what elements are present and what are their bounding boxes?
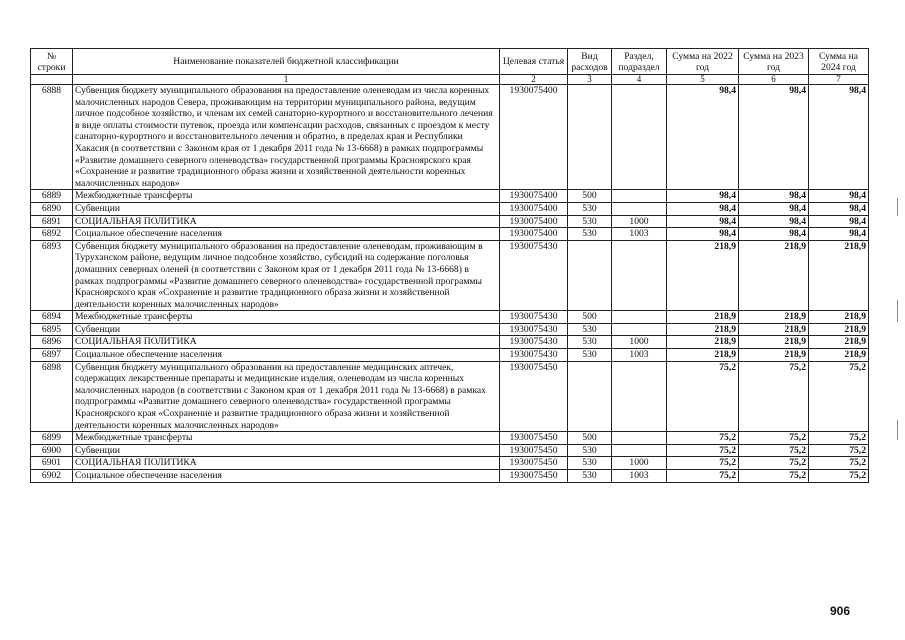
sum-2024: 75,2 [809, 432, 869, 445]
target-article: 1930075400 [500, 215, 568, 228]
table-row [31, 470, 869, 483]
sum-2024: 75,2 [809, 457, 869, 470]
sum-2023: 98,4 [739, 202, 809, 215]
table-row [31, 457, 869, 470]
sum-2022: 98,4 [667, 85, 739, 190]
scan-edge-mark [897, 300, 898, 322]
row-number: 6901 [31, 457, 73, 470]
sum-2022: 218,9 [667, 349, 739, 362]
sum-2024: 75,2 [809, 444, 869, 457]
sum-2022: 98,4 [667, 228, 739, 241]
table-row [31, 215, 869, 228]
sum-2022: 218,9 [667, 336, 739, 349]
row-name: Субвенция бюджету муниципального образования на предоставление оленеводам, проживающим в Туруханском районе, ведущим личное подсобное хозяйство, субсидий на содержание поголовья домашних северных оленей (в соответствии с Законом края от 1 декабря 2011 года № 13-6668) в рамках подпрограммы «Развитие домашнего северного оленеводства» государственной программы Красноярского края «Сохранение и развитие традиционного образа жизни и хозяйственной деятельности коренных малочисленных народов» [73, 240, 500, 311]
expense-type: 500 [568, 432, 612, 445]
sum-2023: 98,4 [739, 85, 809, 190]
sum-2023: 75,2 [739, 444, 809, 457]
sum-2022: 75,2 [667, 361, 739, 432]
column-number: 2 [500, 75, 568, 85]
scan-edge-mark [897, 420, 898, 440]
table-row [31, 349, 869, 362]
row-number: 6899 [31, 432, 73, 445]
sum-2023: 218,9 [739, 349, 809, 362]
expense-type: 530 [568, 202, 612, 215]
column-number: 3 [568, 75, 612, 85]
sum-2022: 75,2 [667, 444, 739, 457]
section-code: 1003 [612, 470, 667, 483]
sum-2022: 98,4 [667, 190, 739, 203]
row-number: 6900 [31, 444, 73, 457]
column-number-row [31, 75, 869, 85]
section-code [612, 240, 667, 311]
sum-2024: 218,9 [809, 240, 869, 311]
header-row [31, 49, 869, 75]
header-expense-type: Вид расходов [568, 49, 612, 75]
row-name: Субвенции [73, 444, 500, 457]
row-number: 6897 [31, 349, 73, 362]
target-article: 1930075400 [500, 85, 568, 190]
section-code [612, 361, 667, 432]
target-article: 1930075450 [500, 470, 568, 483]
row-number: 6894 [31, 311, 73, 324]
sum-2023: 98,4 [739, 190, 809, 203]
sum-2023: 218,9 [739, 240, 809, 311]
table-row [31, 228, 869, 241]
table-row [31, 190, 869, 203]
sum-2024: 98,4 [809, 228, 869, 241]
target-article: 1930075450 [500, 361, 568, 432]
expense-type: 530 [568, 336, 612, 349]
sum-2023: 218,9 [739, 311, 809, 324]
row-number: 6891 [31, 215, 73, 228]
row-number: 6898 [31, 361, 73, 432]
table-row [31, 336, 869, 349]
section-code: 1000 [612, 457, 667, 470]
sum-2024: 218,9 [809, 336, 869, 349]
section-code [612, 202, 667, 215]
table-row [31, 361, 869, 432]
expense-type: 530 [568, 444, 612, 457]
table-row [31, 323, 869, 336]
column-number: 4 [612, 75, 667, 85]
row-name: Межбюджетные трансферты [73, 190, 500, 203]
header-sum-2024: Сумма на 2024 год [809, 49, 869, 75]
target-article: 1930075400 [500, 190, 568, 203]
sum-2022: 98,4 [667, 202, 739, 215]
row-number: 6896 [31, 336, 73, 349]
table-row [31, 432, 869, 445]
sum-2022: 218,9 [667, 323, 739, 336]
row-name: Субвенции [73, 202, 500, 215]
sum-2023: 75,2 [739, 470, 809, 483]
row-name: Субвенции [73, 323, 500, 336]
sum-2023: 98,4 [739, 215, 809, 228]
table-row [31, 85, 869, 190]
row-name: Межбюджетные трансферты [73, 432, 500, 445]
sum-2023: 75,2 [739, 457, 809, 470]
row-name: СОЦИАЛЬНАЯ ПОЛИТИКА [73, 215, 500, 228]
sum-2022: 218,9 [667, 311, 739, 324]
expense-type: 530 [568, 349, 612, 362]
expense-type: 530 [568, 228, 612, 241]
sum-2022: 75,2 [667, 470, 739, 483]
budget-table [30, 48, 869, 483]
sum-2024: 98,4 [809, 202, 869, 215]
expense-type: 530 [568, 323, 612, 336]
header-sum-2023: Сумма на 2023 год [739, 49, 809, 75]
target-article: 1930075430 [500, 311, 568, 324]
sum-2022: 98,4 [667, 215, 739, 228]
scan-edge-mark [897, 198, 898, 216]
row-name: Социальное обеспечение населения [73, 470, 500, 483]
sum-2022: 75,2 [667, 432, 739, 445]
sum-2024: 218,9 [809, 349, 869, 362]
row-number: 6902 [31, 470, 73, 483]
expense-type: 530 [568, 457, 612, 470]
row-number: 6888 [31, 85, 73, 190]
expense-type [568, 240, 612, 311]
section-code [612, 190, 667, 203]
header-row-no: № строки [31, 49, 73, 75]
header-target: Целевая статья [500, 49, 568, 75]
section-code [612, 311, 667, 324]
page-number: 906 [830, 604, 851, 618]
sum-2024: 218,9 [809, 311, 869, 324]
sum-2024: 218,9 [809, 323, 869, 336]
section-code: 1003 [612, 349, 667, 362]
target-article: 1930075450 [500, 457, 568, 470]
table-row [31, 240, 869, 311]
expense-type: 500 [568, 190, 612, 203]
sum-2023: 75,2 [739, 432, 809, 445]
column-number: 6 [739, 75, 809, 85]
row-name: Субвенция бюджету муниципального образования на предоставление оленеводам из числа коренных малочисленных народов Севера, проживающим на территории муниципального района, ведущим личное подсобное хозяйство, и членам их семей санаторно-курортного и восстановительного лечения в виде оплаты стоимости путевок, проезда или компенсации расходов, связанных с проездом к месту санаторно-курортного и восстановительного лечения и обратно, в пределах края и Республики Хакасия (в соответствии с Законом края от 1 декабря 2011 года № 13-6668) в рамках подпрограммы «Развитие домашнего северного оленеводства» государственной программы Красноярского края «Сохранение и развитие традиционного образа жизни и хозяйственной деятельности коренных малочисленных народов» [73, 85, 500, 190]
column-number: 1 [73, 75, 500, 85]
sum-2023: 218,9 [739, 323, 809, 336]
expense-type [568, 85, 612, 190]
row-number: 6889 [31, 190, 73, 203]
sum-2024: 75,2 [809, 470, 869, 483]
column-number: 7 [809, 75, 869, 85]
target-article: 1930075450 [500, 432, 568, 445]
sum-2022: 75,2 [667, 457, 739, 470]
sum-2023: 75,2 [739, 361, 809, 432]
section-code: 1000 [612, 336, 667, 349]
target-article: 1930075430 [500, 323, 568, 336]
section-code [612, 323, 667, 336]
target-article: 1930075430 [500, 336, 568, 349]
row-number: 6895 [31, 323, 73, 336]
expense-type: 500 [568, 311, 612, 324]
header-section: Раздел, подраздел [612, 49, 667, 75]
sum-2023: 218,9 [739, 336, 809, 349]
row-number: 6893 [31, 240, 73, 311]
target-article: 1930075430 [500, 349, 568, 362]
section-code: 1003 [612, 228, 667, 241]
row-name: Субвенция бюджету муниципального образования на предоставление медицинских аптечек, содержащих лекарственные препараты и медицинские изделия, оленеводам из числа коренных малочисленных народов (в соответствии с Законом края от 1 декабря 2011 года № 13-6668) в рамках подпрограммы «Развитие домашнего северного оленеводства» государственной программы Красноярского края «Сохранение и развитие традиционного образа жизни и хозяйственной деятельности коренных малочисленных народов» [73, 361, 500, 432]
section-code: 1000 [612, 215, 667, 228]
expense-type: 530 [568, 215, 612, 228]
section-code [612, 444, 667, 457]
expense-type [568, 361, 612, 432]
expense-type: 530 [568, 470, 612, 483]
row-name: СОЦИАЛЬНАЯ ПОЛИТИКА [73, 457, 500, 470]
section-code [612, 85, 667, 190]
table-row [31, 311, 869, 324]
target-article: 1930075450 [500, 444, 568, 457]
row-name: Социальное обеспечение населения [73, 349, 500, 362]
sum-2022: 218,9 [667, 240, 739, 311]
sum-2024: 98,4 [809, 190, 869, 203]
sum-2024: 98,4 [809, 85, 869, 190]
target-article: 1930075400 [500, 228, 568, 241]
section-code [612, 432, 667, 445]
table-row [31, 202, 869, 215]
sum-2023: 98,4 [739, 228, 809, 241]
column-number: 5 [667, 75, 739, 85]
table-row [31, 444, 869, 457]
row-number: 6892 [31, 228, 73, 241]
row-name: СОЦИАЛЬНАЯ ПОЛИТИКА [73, 336, 500, 349]
row-name: Межбюджетные трансферты [73, 311, 500, 324]
target-article: 1930075400 [500, 202, 568, 215]
header-sum-2022: Сумма на 2022 год [667, 49, 739, 75]
target-article: 1930075430 [500, 240, 568, 311]
sum-2024: 75,2 [809, 361, 869, 432]
header-name: Наименование показателей бюджетной классификации [73, 49, 500, 75]
row-name: Социальное обеспечение населения [73, 228, 500, 241]
row-number: 6890 [31, 202, 73, 215]
column-number [31, 75, 73, 85]
sum-2024: 98,4 [809, 215, 869, 228]
